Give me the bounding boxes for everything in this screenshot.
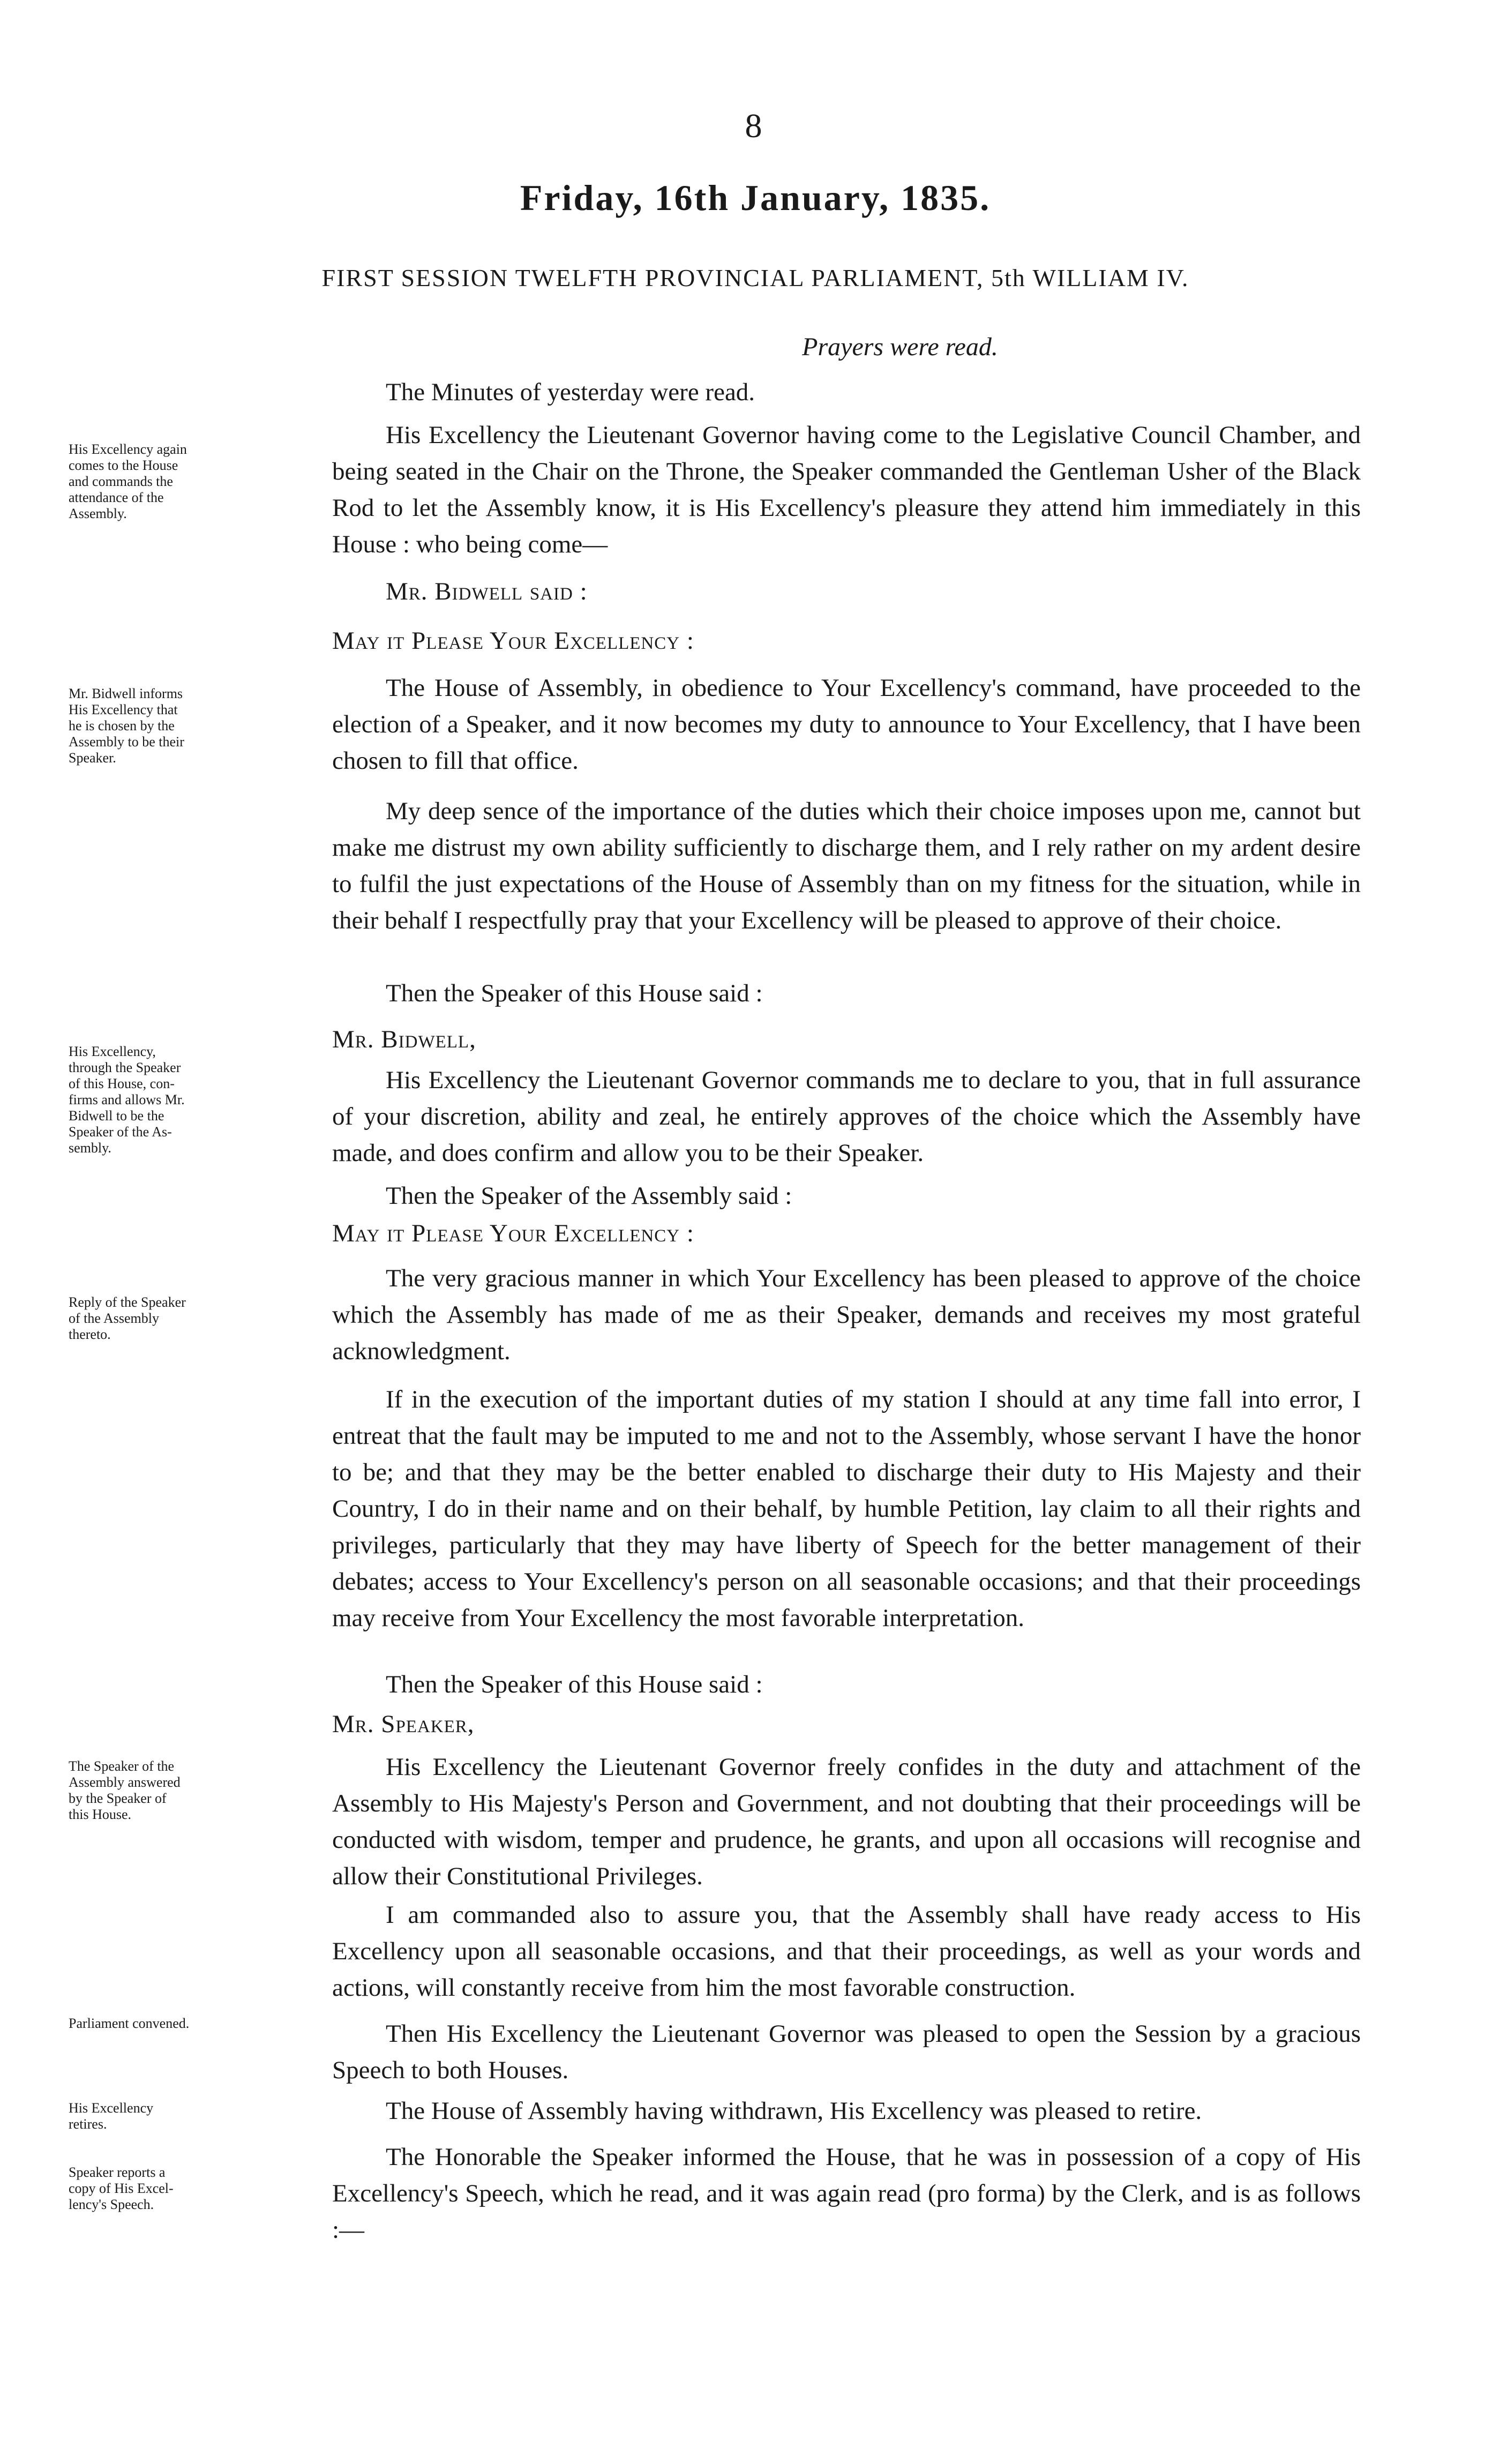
- margin-note-speaker-answered: The Speaker of the Assembly answered by the Speaker of this House.: [69, 1758, 181, 1822]
- body-paragraph: Then the Speaker of the Assembly said :: [386, 1182, 792, 1210]
- margin-note-bidwell-informs: Mr. Bidwell informs His Excellency that he is chosen by the Assembly to be their Speaker.: [69, 686, 184, 766]
- prayers-note: Prayers were read.: [802, 333, 998, 361]
- body-paragraph: The Minutes of yesterday were read.: [386, 378, 755, 406]
- body-paragraph: Then His Excellency the Lieutenant Governor was pleased to open the Session by a gracious Speech to both Houses.: [332, 2020, 1361, 2084]
- body-paragraph: The House of Assembly, in obedience to Your Excellency's command, have proceeded to the election of a Speaker, and it now becomes my duty to announce to Your Excellency, that I have been chosen to fill that office.: [332, 674, 1361, 775]
- salutation: May it Please Your Excellency :: [332, 627, 694, 655]
- salutation: Mr. Bidwell,: [332, 1025, 476, 1053]
- body-paragraph: If in the execution of the important duties of my station I should at any time fall into error, I entreat that the fault may be imputed to me and not to the Assembly, whose servant I have the honor to be; and that they may be the better enabled to discharge their duty to His Majesty and their Country, I do in their name and on their behalf, by humble Petition, lay claim to all their rights and privileges, particularly that they may have liberty of Speech for the better management of their debates; access to Your Excellency's person on all seasonable occasions; and that their proceedings may receive from Your Excellency the most favorable interpretation.: [332, 1385, 1361, 1632]
- body-paragraph: Then the Speaker of this House said :: [386, 1671, 763, 1698]
- salutation: Mr. Speaker,: [332, 1710, 475, 1738]
- margin-note-reply-speaker: Reply of the Speaker of the Assembly thereto.: [69, 1294, 186, 1342]
- page-title: Friday, 16th January, 1835.: [520, 177, 991, 218]
- margin-note-parliament-convened: Parliament convened.: [69, 2016, 190, 2031]
- salutation: May it Please Your Excellency :: [332, 1219, 694, 1247]
- body-paragraph: Then the Speaker of this House said :: [386, 979, 763, 1007]
- margin-note-speaker-confirmed: His Excellency, through the Speaker of this House, con- firms and allows Mr. Bidwell to be the Speaker of the As- sembly.: [69, 1044, 185, 1156]
- body-paragraph: The Honorable the Speaker informed the House, that he was in possession of a copy of His Excellency's Speech, which he read, and it was again read (pro forma) by the Clerk, and is as follows :—: [332, 2143, 1361, 2244]
- body-paragraph: My deep sence of the importance of the duties which their choice imposes upon me, cannot but make me distrust my own ability sufficiently to discharge them, and I rely rather on my ardent desire to fulfil the just expectations of the House of Assembly than on my fitness for the situation, while in their behalf I respectfully pray that your Excellency will be pleased to approve of their choice.: [332, 797, 1361, 934]
- margin-note-excellency-retires: His Excellency retires.: [69, 2100, 154, 2132]
- body-paragraph: The very gracious manner in which Your Excellency has been pleased to approve of the choice which the Assembly has made of me as their Speaker, demands and receives my most grateful acknowledgment.: [332, 1264, 1361, 1365]
- margin-note-speech-copy: Speaker reports a copy of His Excel- lency's Speech.: [69, 2165, 174, 2212]
- body-paragraph: I am commanded also to assure you, that the Assembly shall have ready access to His Excellency upon all seasonable occasions, and that their proceedings, as well as your words and actions, will constantly receive from him the most favorable construction.: [332, 1901, 1361, 2002]
- body-paragraph: His Excellency the Lieutenant Governor commands me to declare to you, that in full assurance of your discretion, ability and zeal, he entirely approves of the choice which the Assembly have made, and does confirm and allow you to be their Speaker.: [332, 1066, 1361, 1167]
- body-paragraph: His Excellency the Lieutenant Governor freely confides in the duty and attachment of the Assembly to His Majesty's Person and Government, and not doubting that their proceedings will be conducted with wisdom, temper and prudence, he grants, and upon all occasions will recognise and allow their Constitutional Privileges.: [332, 1753, 1361, 1890]
- address-line: Mr. Bidwell said :: [386, 578, 588, 605]
- margin-note-governor-comes: His Excellency again comes to the House and commands the attendance of the Assembly.: [69, 441, 187, 521]
- session-heading: FIRST SESSION TWELFTH PROVINCIAL PARLIAMENT, 5th WILLIAM IV.: [321, 264, 1189, 291]
- body-paragraph: His Excellency the Lieutenant Governor having come to the Legislative Council Chamber, and being seated in the Chair on the Throne, the Speaker commanded the Gentleman Usher of the Black Rod to let the Assembly know, it is His Excellency's pleasure they attend him immediately in this House : who being come—: [332, 421, 1361, 558]
- body-paragraph: The House of Assembly having withdrawn, His Excellency was pleased to retire.: [386, 2097, 1202, 2125]
- page-number: 8: [745, 107, 762, 145]
